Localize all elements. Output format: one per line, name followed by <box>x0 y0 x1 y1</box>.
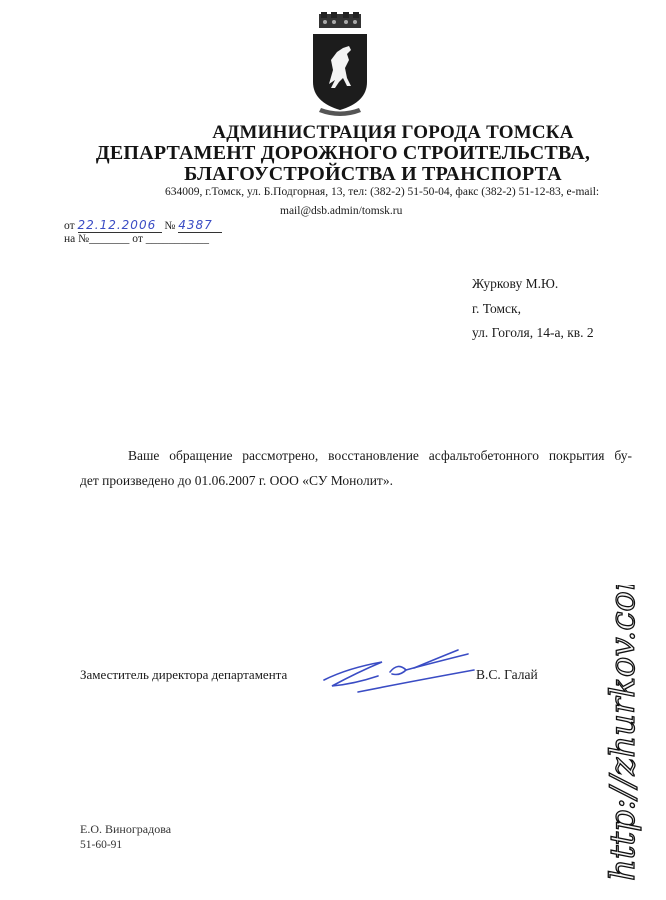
reply-from-label: от <box>132 233 143 245</box>
handwritten-signature <box>318 640 478 702</box>
body-line-1 <box>80 443 632 468</box>
reply-date-blank: ___________ <box>145 233 209 245</box>
header-line-3: БЛАГОУСТРОЙСТВА И ТРАНСПОРТА <box>184 163 562 185</box>
from-label: от <box>64 220 75 232</box>
signer-title: Заместитель директора департамента <box>80 667 288 682</box>
signer-name: В.С. Галай <box>476 667 538 682</box>
coat-of-arms-icon <box>305 12 375 120</box>
svg-text:http://zhurkov.com: http://zhurkov.com <box>603 585 643 881</box>
registration-line <box>64 218 222 233</box>
address-line: 634009, г.Томск, ул. Б.Подгорная, 13, тел: (382-2) 51-50-04, факс (382-2) 51-12-83, e-mail: <box>165 186 600 198</box>
body-line-2: дет произведено до 01.06.2007 г. ООО «СУ Монолит». <box>80 473 393 488</box>
recipient-city: г. Томск, <box>472 301 521 316</box>
recipient-street: ул. Гоголя, 14-а, кв. 2 <box>472 325 594 340</box>
number-label: № <box>164 220 176 232</box>
reply-prefix: на <box>64 233 76 245</box>
recipient-name: Журкову М.Ю. <box>472 276 559 291</box>
executor-name: Е.О. Виноградова <box>80 822 172 836</box>
reply-number: №_______ <box>78 233 130 245</box>
reply-line <box>64 233 209 245</box>
header-line-1: АДМИНИСТРАЦИЯ ГОРОДА ТОМСКА <box>212 122 574 143</box>
registration-number: 4387 <box>178 218 222 233</box>
executor-phone: 51-60-91 <box>80 839 123 851</box>
header-line-2: ДЕПАРТАМЕНТ ДОРОЖНОГО СТРОИТЕЛЬСТВА, <box>95 142 591 164</box>
registration-date: 22.12.2006 <box>78 218 162 233</box>
body-line-1-text: Ваше обращение рассмотрено, восстановление асфальтобетонного покрытия бу- <box>128 448 632 463</box>
email-link[interactable]: mail@dsb.admin/tomsk.ru <box>280 205 403 217</box>
handwritten-watermark <box>592 585 654 885</box>
